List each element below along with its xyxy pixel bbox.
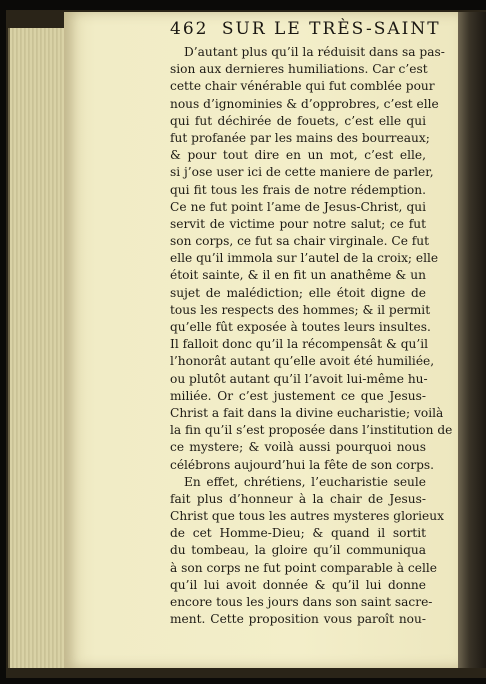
- text-line: elle qu’il immola sur l’autel de la croix; elle: [170, 251, 439, 266]
- text-line: l’honorât autant qu’elle avoit été humiliée,: [170, 354, 435, 369]
- text-line: sujet de malédiction; elle étoit digne de: [170, 285, 426, 300]
- text-line: Christ a fait dans la divine eucharistie; voilà: [170, 405, 444, 420]
- text-line: qui fut déchirée de fouets, c’est elle qui: [170, 113, 426, 128]
- text-line: de cet Homme-Dieu; & quand il sortit: [170, 526, 426, 541]
- text-line: Christ que tous les autres mysteres glorieux: [170, 509, 444, 524]
- text-line: sion aux dernieres humiliations. Car c’est: [170, 62, 428, 77]
- text-line: fait plus d’honneur à la chair de Jesus-: [170, 491, 426, 506]
- text-line: fut profanée par les mains des bourreaux;: [170, 130, 430, 145]
- text-line: son corps, ce fut sa chair virginale. Ce fut: [170, 234, 430, 249]
- text-line: à son corps ne fut point comparable à celle: [170, 560, 437, 575]
- text-line: D’autant plus qu’il la réduisit dans sa pas-: [184, 45, 445, 59]
- text-line: la fin qu’il s’est proposée dans l’institution de: [170, 423, 453, 438]
- text-line: tous les respects des hommes; & il permit: [170, 302, 431, 317]
- text-line: ce mystere; & voilà aussi pourquoi nous: [170, 440, 426, 455]
- text-line: encore tous les jours dans son saint sacre-: [170, 595, 433, 609]
- text-line: célébrons aujourd’hui la fête de son corps.: [170, 457, 435, 472]
- body-text: [170, 44, 453, 628]
- text-line: miliée. Or c’est justement ce que Jesus-: [170, 388, 426, 403]
- text-line: qu’elle fût exposée à toutes leurs insultes.: [170, 320, 431, 334]
- text-line: Ce ne fut point l’ame de Jesus-Christ, qui: [170, 199, 426, 214]
- gutter-shadow: [458, 12, 486, 668]
- text-line: si j’ose user ici de cette maniere de parler,: [170, 165, 434, 180]
- text-line: servit de victime pour notre salut; ce fut: [170, 216, 426, 231]
- text-line: En effet, chrétiens, l’eucharistie seule: [184, 474, 426, 489]
- text-line: ou plutôt autant qu’il l’avoit lui-même hu-: [170, 371, 428, 386]
- text-line: qui fit tous les frais de notre rédemption.: [170, 182, 426, 197]
- text-line: qu’il lui avoit donnée & qu’il lui donne: [170, 577, 426, 592]
- text-line: nous d’ignominies & d’opprobres, c’est elle: [170, 96, 439, 111]
- text-line: & pour tout dire en un mot, c’est elle,: [170, 148, 426, 163]
- page-edges: [8, 28, 68, 668]
- text-line: Il falloit donc qu’il la récompensât & qu’il: [170, 337, 429, 352]
- text-line: étoit sainte, & il en fit un anathême & un: [170, 268, 426, 283]
- text-line: cette chair vénérable qui fut comblée pour: [170, 79, 435, 94]
- page-number: 462: [170, 19, 209, 39]
- text-line: du tombeau, la gloire qu’il communiqua: [170, 543, 426, 558]
- running-header: [170, 19, 470, 43]
- text-line: ment. Cette proposition vous paroît nou-: [170, 612, 426, 627]
- running-title: SUR LE TRÈS-SAINT: [221, 19, 441, 39]
